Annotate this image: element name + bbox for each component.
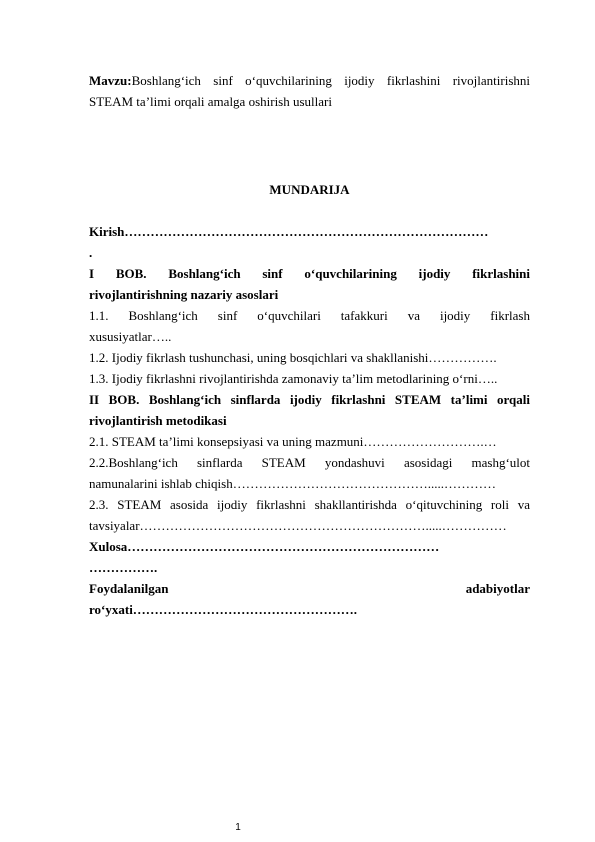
toc-section-1-1: 1.1. Boshlang‘ich sinf o‘quvchilari tafakkuri va ijodiy fikrlash [89,308,530,323]
theme-text-1: Boshlang‘ich sinf o‘quvchilarining ijodiy fikrlashini rivojlantirishni [131,73,530,88]
toc-section-2-2: 2.2.Boshlang‘ich sinflarda STEAM yondashuvi asosidagi mashg‘ulot [89,455,530,470]
toc-references [89,578,530,599]
page-number: 1 [235,822,241,833]
toc-references-word-1: Foydalanilgan [89,581,169,596]
toc-chapter-2-cont: rivojlantirish metodikasi [89,413,227,428]
toc-xulosa-cont: ……………. [89,560,158,575]
toc-chapter-2: II BOB. Boshlang‘ich sinflarda ijodiy fikrlashni STEAM ta’limi orqali [89,392,530,407]
theme-block [89,70,530,112]
toc-references-word-2: adabiyotlar [465,581,530,596]
toc-kirish: Kirish………………………………………………………………………… [89,224,489,239]
toc-section-1-2: 1.2. Ijodiy fikrlash tushunchasi, uning bosqichlari va shakllanishi……………. [89,350,497,365]
toc-section-2-3-cont: tavsiyalar………………………………………………………….....…………… [89,518,507,533]
theme-line-2: STEAM ta’limi orqali amalga oshirish usullari [89,94,332,109]
toc-chapter-1-cont: rivojlantirishning nazariy asoslari [89,287,279,302]
document-page [89,60,530,620]
theme-label: Mavzu: [89,73,132,88]
toc-section-2-1: 2.1. STEAM ta’limi konsepsiyasi va uning mazmuni……………………….… [89,434,497,449]
toc-section-2-3: 2.3. STEAM asosida ijodiy fikrlashni shakllantirishda o‘qituvchining roli va [89,497,530,512]
toc-section-1-1-cont: xususiyatlar….. [89,329,172,344]
toc-chapter-1: I BOB. Boshlang‘ich sinf o‘quvchilarining ijodiy fikrlashini [89,266,530,281]
toc-kirish-cont: . [89,245,93,260]
toc-section-2-2-cont: namunalarini ishlab chiqish……………………………………….....………… [89,476,496,491]
contents-heading: MUNDARIJA [269,182,350,197]
toc-xulosa: Xulosa……………………………………………………………… [89,539,440,554]
toc-section-1-3: 1.3. Ijodiy fikrlashni rivojlantirishda zamonaviy ta’lim metodlarining o‘rni….. [89,371,498,386]
theme-line-1 [89,70,530,91]
toc-references-cont: ro‘yxati……………………………………………. [89,602,358,617]
table-of-contents [89,221,530,620]
